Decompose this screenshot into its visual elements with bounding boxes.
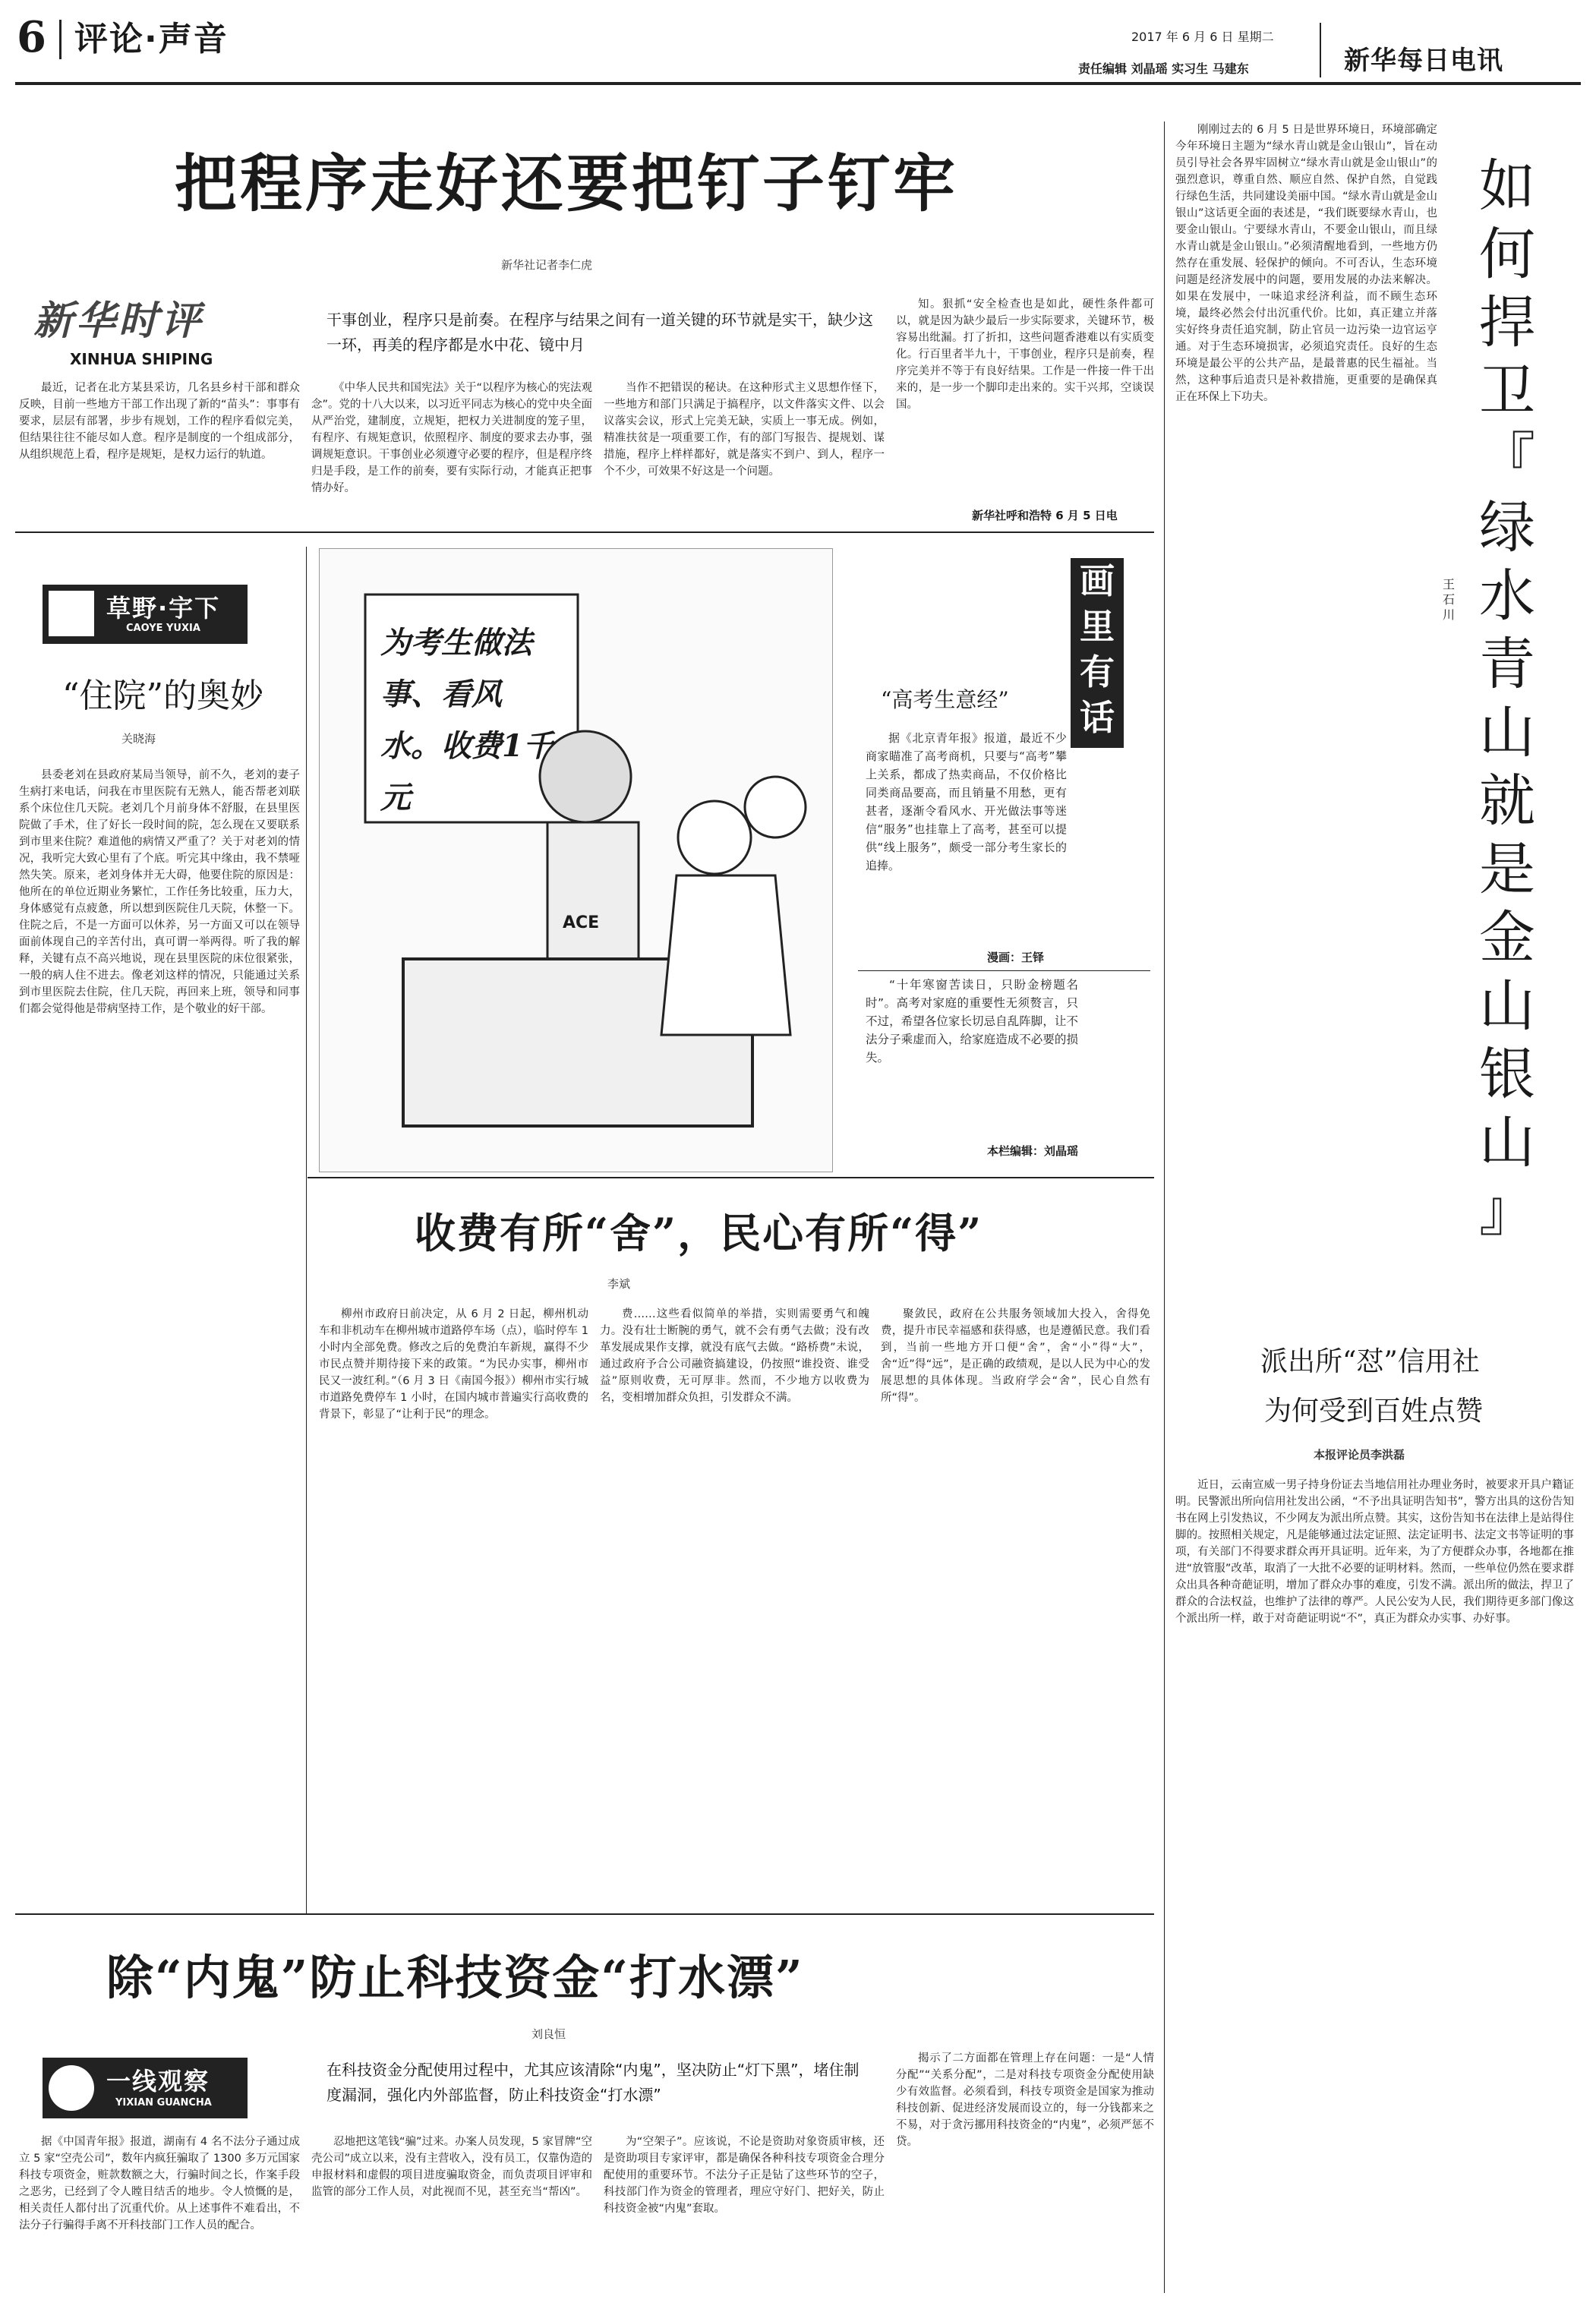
cartoon-editor-credit: 本栏编辑：刘晶瑶 (987, 1144, 1079, 1158)
badge-char: 话 (1080, 697, 1115, 738)
yixian-logo-mark (49, 2065, 94, 2111)
neigui-paragraph: 揭示了二方面都在管理上存在问题：一是“人情分配”“关系分配”，二是对科技专项资金分配使用缺少有效监督。必须看到，科技专项资金是国家为推动科技创新、促进经济发展而设立的，每一分钱都来之不易，对于贪污挪用科技资金的“内鬼”，必须严惩不贷。 (896, 2052, 1154, 2148)
lead-paragraph: 最近，记者在北方某县采访，几名县乡村干部和群众反映，目前一些地方干部工作出现了新的“苗头”：事事有要求，层层有部署，步步有规划，工作的程序看似完美，但结果往往不能尽如人意。程序是制度的一个组成部分，从组织规范上看，程序是规矩，是权力运行的轨道。 (19, 382, 300, 461)
lead-paragraph: 知。狠抓“安全检查也是如此，硬性条件都可以，就是因为缺少最后一步实际要求，关键环节，极容易出纰漏。打了折扣，这些问题香港难以有实质变化。行百里者半九十，干事创业，程序只是前奏，程序完美并不等于有良好结果。工作是一件接一件干出来的，是一步一个脚印走出来的。实干兴邦，空谈误国。 (896, 298, 1154, 411)
cartoon-title: “高考生意经” (881, 687, 1009, 712)
section-title: 评论·声音 (74, 20, 229, 58)
fees-bottom-rule (15, 1913, 1154, 1915)
caoye-logo-mark (49, 591, 94, 636)
neigui-paragraph: 为“空架子”。应该说，不论是资助对象资质审核，还是资助项目专家评审，都是确保各种科技专项资金合理分配使用的重要环节。不法分子正是钻了这些环节的空子，科技部门作为资金的管理者，理应守好门、把好关，防止科技资金被“内鬼”套取。 (604, 2136, 885, 2215)
lead-paragraph: 《中华人民共和国宪法》关于“以程序为核心的宪法观念”。党的十八大以来，以习近平同志为核心的党中央全面从严治党，建制度，立规矩，把权力关进制度的笼子里，有程序、有规矩意识，依照程序、制度的要求去办事，强调规矩意识。干事创业必须遵守必要的程序，但是程序终归是手段，是工作的前奏，要有实际行动，才能真正把事情办好。 (311, 382, 592, 494)
cartoon-credit: 漫画：王铎 (987, 951, 1045, 964)
fees-byline: 李斌 (607, 1277, 631, 1291)
police-body (1175, 1477, 1574, 2293)
green-title-char: 』 (1479, 1178, 1535, 1244)
police-title-line2: 为何受到百姓点赞 (1264, 1396, 1484, 1427)
fees-paragraph: 聚敛民，政府在公共服务领域加大投入，舍得免费，提升市民幸福感和获得感，也是遵循民意。我们看到，当前一些地方开口便“舍”，舍“小”得“大”，舍“近”得“远”，是正确的政绩观，是以人民为中心的发展思想的具体体现。当政府学会“舍”，民心自然有所“得”。 (881, 1308, 1150, 1404)
green-byline: 王石川 (1443, 577, 1456, 622)
fees-column-3 (881, 1306, 1150, 1853)
caoye-divider (306, 547, 307, 1913)
green-title-char: 山 (1479, 973, 1535, 1039)
lead-column-1 (19, 380, 300, 516)
fees-paragraph: 柳州市政府日前决定，从 6 月 2 日起，柳州机动车和非机动车在柳州城市道路停车场（点），临时停车 1 小时内全部免费。修改之后的免费泊车新规，赢得不少市民点赞并期待接下来的政策。“为民办实事，柳州市民又一波红利。”（6 月 3 日《南国今报》）柳州市实行城市道路免费停车 1 小时，在国内城市普遍实行高收费的背景下，彰显了“让利于民”的理念。 (319, 1308, 588, 1421)
green-title-char: 捍 (1479, 290, 1535, 355)
right-column-divider (1164, 121, 1165, 2293)
caoye-byline: 关晓海 (121, 732, 156, 746)
caoye-title: “住院”的奥妙 (62, 677, 263, 715)
page-number: 6 (17, 12, 46, 62)
green-body (1175, 121, 1437, 1238)
cartoon-label: ACE (563, 913, 600, 932)
cartoon-divider (858, 970, 1150, 971)
neigui-column-1 (19, 2134, 300, 2293)
column-logo-title: 新华时评 (33, 298, 204, 344)
caoye-paragraph: 县委老刘在县政府某局当领导，前不久，老刘的妻子生病打来电话，问我在市里医院有无熟人，能否帮老刘联系个床位住几天院。老刘几个月前身体不舒服，在县里医院做了手术，住了好长一段时间的院，怎么现在又要联系到市里来住院？难道他的病情又严重了？关于对老刘的情况，我听完大致心里有了个底。听完其中缘由，我不禁哑然失笑。原来，老刘身体并无大碍，他要住院的原因是：他所在的单位近期业务繁忙，工作任务比较重，压力大，身体感觉有点疲惫，所以想到医院住几天院，休整一下。住院之后，不是一方面可以休养，另一方面又可以在领导面前体现自己的辛苦付出，真可谓一举两得。听了我的解释，关键有点不高兴地说，现在县里医院的床位很紧张，一般的病人住不进去。像老刘这样的情况，只能通过关系到市里医院去住院，住几天院，再回来上班，领导和同事们都会觉得他是带病坚持工作，是个敬业的好干部。 (19, 769, 300, 1015)
green-title-char: 山 (1479, 1110, 1535, 1175)
yixian-column-subtitle: YIXIAN GUANCHA (115, 2097, 212, 2109)
badge-char: 里 (1080, 606, 1115, 647)
green-title-char: 何 (1479, 222, 1535, 287)
green-title-char: 如 (1479, 153, 1535, 219)
green-paragraph: 刚刚过去的 6 月 5 日是世界环境日，环境部确定今年环境日主题为“绿水青山就是金山银山”，旨在动员引导社会各界牢固树立“绿水青山就是金山银山”的强烈意识，尊重自然、顺应自然、保护自然，自觉践行绿色生活，共同建设美丽中国。“绿水青山就是金山银山”这话更全面的表述是，“我们既要绿水青山，也要金山银山。宁要绿水青山，不要金山银山，而且绿水青山就是金山银山。”必须清醒地看到，一些地方仍然存在重发展、轻保护的倾向。不可否认，生态环境问题是经济发展中的问题，要用发展的办法来解决。如果在发展中，一味追求经济利益，而不顾生态环境，最终必然会付出沉重代价。比如，真正建立并落实好终身责任追究制，防止官员一边污染一边官运亨通。对于生态环境损害，必须追究责任。良好的生态环境是最公平的公共产品，是最普惠的民生福祉。当然，这种事后追责只是补救措施，更重要的是确保真正在环保上下功夫。 (1175, 124, 1437, 403)
fees-column-1 (319, 1306, 588, 1853)
neigui-column-2 (311, 2134, 592, 2293)
cartoon-comment (866, 976, 1078, 1135)
editors-credit: 责任编辑 刘晶瑶 实习生 马建东 (1078, 62, 1249, 76)
lead-column-2 (311, 380, 592, 516)
green-title-char: 绿 (1479, 495, 1535, 560)
neigui-paragraph: 据《中国青年报》报道，湖南有 4 名不法分子通过成立 5 家“空壳公司”，数年内疯狂骗取了 1300 多万元国家科技专项资金，赃款数额之大，行骗时间之长，作案手段之恶劣，已经到了令人瞠目结舌的地步。令人愤慨的是，相关责任人都付出了沉重代价。从上述事件不难看出，不法分子行骗得手离不开科技部门工作人员的配合。 (19, 2136, 300, 2232)
cartoon-illustration (319, 548, 833, 1172)
neigui-title: 除“内鬼”防止科技资金“打水漂” (106, 1950, 804, 2005)
green-title-char: 卫 (1479, 358, 1535, 424)
column-badge-caoye (43, 585, 248, 644)
newspaper-name: 新华每日电讯 (1344, 46, 1503, 76)
badge-char: 有 (1080, 651, 1115, 692)
police-paragraph: 近日，云南宣威一男子持身份证去当地信用社办理业务时，被要求开具户籍证明。民警派出所向信用社发出公函，“不予出具证明告知书”，警方出具的这份告知书在网上引发热议，不少网友为派出所点赞。其实，这份告知书在法律上是站得住脚的。按照相关规定，凡是能够通过法定证照、法定证明书、法定文书等证明的事项，有关部门不得要求群众再开具证明。近年来，为了方便群众办事，各地都在推进“放管服”改革，取消了一大批不必要的证明材料。然而，一些单位仍然在要求群众出具各种奇葩证明，增加了群众办事的难度，引发不满。派出所的做法，捍卫了群众的合法权益，也维护了法律的尊严。人民公安为人民，我们期待更多部门像这个派出所一样，敢于对奇葩证明说“不”，真正为群众办实事、办好事。 (1175, 1479, 1574, 1625)
column-logo-subtitle: XINHUA SHIPING (70, 350, 213, 368)
green-title-char: 金 (1479, 905, 1535, 970)
header-divider (59, 20, 62, 59)
fees-column-2 (600, 1306, 869, 1853)
lead-byline: 新华社记者李仁虎 (501, 258, 593, 272)
issue-date: 2017 年 6 月 6 日 星期二 (1131, 30, 1274, 44)
neigui-byline: 刘良恒 (531, 2027, 566, 2041)
fees-title: 收费有所“舍”，民心有所“得” (415, 1209, 983, 1257)
lead-dateline: 新华社呼和浩特 6 月 5 日电 (972, 509, 1118, 522)
cartoon-sign-text: 为考生做法事、看风水。收费1千元 (380, 625, 554, 815)
neigui-column-4 (896, 2050, 1154, 2293)
header-divider-right (1320, 23, 1321, 77)
lead-dek: 干事创业，程序只是前奏。在程序与结果之间有一道关键的环节就是实干，缺少这一环，再美的程序都是水中花、镜中月 (326, 311, 873, 354)
lead-column-4 (896, 296, 1154, 501)
green-title-char: 水 (1479, 563, 1535, 629)
green-title-char: 『 (1479, 427, 1535, 492)
fees-paragraph: 费……这些看似简单的举措，实则需要勇气和魄力。没有壮士断腕的勇气，就不会有勇气去做；没有改革发展成果作支撑，就没有底气去做。“路桥费”未说，通过政府予合公司融资搞建设，仍按照“谁投资、谁受益”原则收费，无可厚非。然而，不少地方以收费为名，变相增加群众负担，引发群众不满。 (600, 1308, 869, 1404)
column-badge-yixian (43, 2058, 248, 2118)
green-title-char: 就 (1479, 768, 1535, 834)
caoye-column-subtitle: CAOYE YUXIA (126, 623, 200, 634)
lead-title: 把程序走好还要把钉子钉牢 (175, 147, 959, 220)
green-title (1473, 152, 1541, 1245)
cartoon-desc-paragraph: 据《北京青年报》报道，最近不少商家瞄准了高考商机，只要与“高考”攀上关系，都成了热卖商品，不仅价格比同类商品要高，而且销量不用愁，更有甚者，逐渐令看风水、开光做法事等迷信“服务”也挂靠上了高考，甚至可以提供“线上服务”，颇受一部分考生家长的追捧。 (866, 731, 1067, 872)
cartoon-description (866, 729, 1067, 942)
neigui-paragraph: 忍地把这笔钱“骗”过来。办案人员发现，5 家冒牌“空壳公司”成立以来，没有主营收入，没有员工，仅靠伪造的申报材料和虚假的项目进度骗取资金，而负责项目评审和监管的部分工作人员，对此视而不见，甚至充当“帮凶”。 (311, 2136, 592, 2198)
police-byline: 本报评论员李洪磊 (1314, 1448, 1405, 1462)
lead-column-3 (604, 380, 885, 516)
green-title-char: 银 (1479, 1042, 1535, 1107)
lead-bottom-rule (15, 531, 1154, 533)
police-title-line1: 派出所“怼”信用社 (1260, 1346, 1480, 1377)
cartoon-comment-paragraph: “十年寒窗苦读日，只盼金榜题名时”。高考对家庭的重要性无须赘言，只不过，希望各位家长切忌自乱阵脚，让不法分子乘虚而入，给家庭造成不必要的损失。 (866, 978, 1078, 1065)
column-logo-xinhua (33, 289, 261, 372)
lead-paragraph: 当作不把错误的秘诀。在这种形式主义思想作怪下，一些地方和部门只满足于搞程序，以文件落实文件、以会议落实会议，形式上完美无缺，实质上一事无成。例如，精准扶贫是一项重要工作，有的部门写报告、提规划、谋措施，程序上样样都好，就是落实不到户、到人，程序一个不少，可效果不好这是一个问题。 (604, 382, 885, 478)
caoye-column-title: 草野·宇下 (106, 594, 221, 623)
green-title-char: 是 (1479, 837, 1535, 902)
cartoon-bottom-rule (308, 1177, 1154, 1178)
column-badge-cartoon (1071, 558, 1124, 748)
neigui-column-3 (604, 2134, 885, 2293)
caoye-body (19, 767, 300, 1982)
neigui-dek: 在科技资金分配使用过程中，尤其应该清除“内鬼”，坚决防止“灯下黑”，堵住制度漏洞，强化内外部监督，防止科技资金“打水漂” (326, 2061, 860, 2104)
green-title-char: 青 (1479, 632, 1535, 697)
header-rule (15, 82, 1581, 85)
green-title-char: 山 (1479, 700, 1535, 765)
badge-char: 画 (1080, 560, 1115, 601)
yixian-column-title: 一线观察 (106, 2067, 210, 2096)
